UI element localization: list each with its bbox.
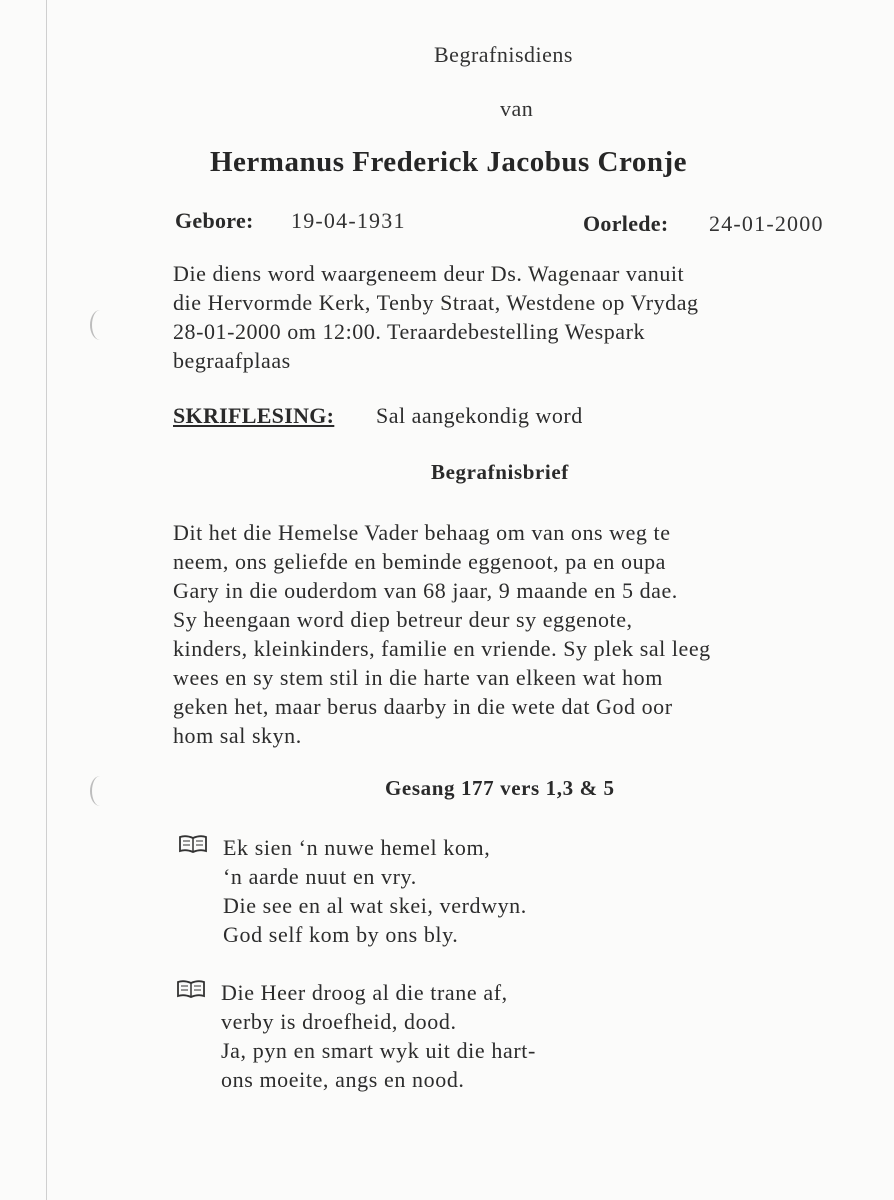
punch-hole-mark (90, 310, 110, 340)
letter-heading: Begrafnisbrief (431, 460, 569, 484)
verse-line: Die see en al wat skei, verdwyn. (223, 893, 527, 918)
verse-line: Die Heer droog al die trane af, (221, 980, 508, 1005)
service-details (173, 259, 699, 375)
reading-value: Sal aangekondig word (376, 403, 583, 428)
verse-line: God self kom by ons bly. (223, 922, 459, 947)
verse-line: ‘n aarde nuut en vry. (223, 864, 417, 889)
hymn-heading: Gesang 177 vers 1,3 & 5 (385, 776, 615, 800)
verse-line: ons moeite, angs en nood. (221, 1067, 465, 1092)
service-line: 28-01-2000 om 12:00. Teraardebestelling Wespark (173, 319, 646, 344)
service-line: die Hervormde Kerk, Tenby Straat, Westdene op Vrydag (173, 290, 699, 315)
letter-line: Gary in die ouderdom van 68 jaar, 9 maande en 5 dae. (173, 578, 678, 603)
funeral-letter (173, 518, 711, 750)
service-line: begraafplaas (173, 348, 291, 373)
letter-line: geken het, maar berus daarby in die wete dat God oor (173, 694, 673, 719)
punch-hole-mark (90, 776, 110, 806)
letter-line: Dit het die Hemelse Vader behaag om van ons weg te (173, 520, 671, 545)
hymn-stanza (223, 833, 527, 949)
letter-line: wees en sy stem stil in die harte van elkeen wat hom (173, 665, 663, 690)
letter-line: hom sal skyn. (173, 723, 302, 748)
reading-label: SKRIFLESING: (173, 403, 335, 428)
letter-line: neem, ons geliefde en beminde eggenoot, pa en oupa (173, 549, 667, 574)
service-title: Begrafnisdiens (434, 42, 573, 67)
letter-line: kinders, kleinkinders, familie en vriende. Sy plek sal leeg (173, 636, 711, 661)
verse-line: verby is droefheid, dood. (221, 1009, 457, 1034)
page-margin-line (46, 0, 47, 1200)
service-line: Die diens word waargeneem deur Ds. Wagenaar vanuit (173, 261, 685, 286)
letter-line: Sy heengaan word diep betreur deur sy eggenote, (173, 607, 633, 632)
book-icon (178, 834, 208, 854)
born-date: 19-04-1931 (291, 208, 406, 233)
died-date: 24-01-2000 (709, 211, 824, 236)
verse-line: Ek sien ‘n nuwe hemel kom, (223, 835, 491, 860)
book-icon (176, 979, 206, 999)
deceased-name: Hermanus Frederick Jacobus Cronje (210, 146, 687, 178)
hymn-stanza (221, 978, 536, 1094)
service-title-van: van (500, 96, 534, 121)
born-label: Gebore: (175, 208, 254, 233)
died-label: Oorlede: (583, 211, 669, 236)
verse-line: Ja, pyn en smart wyk uit die hart- (221, 1038, 536, 1063)
